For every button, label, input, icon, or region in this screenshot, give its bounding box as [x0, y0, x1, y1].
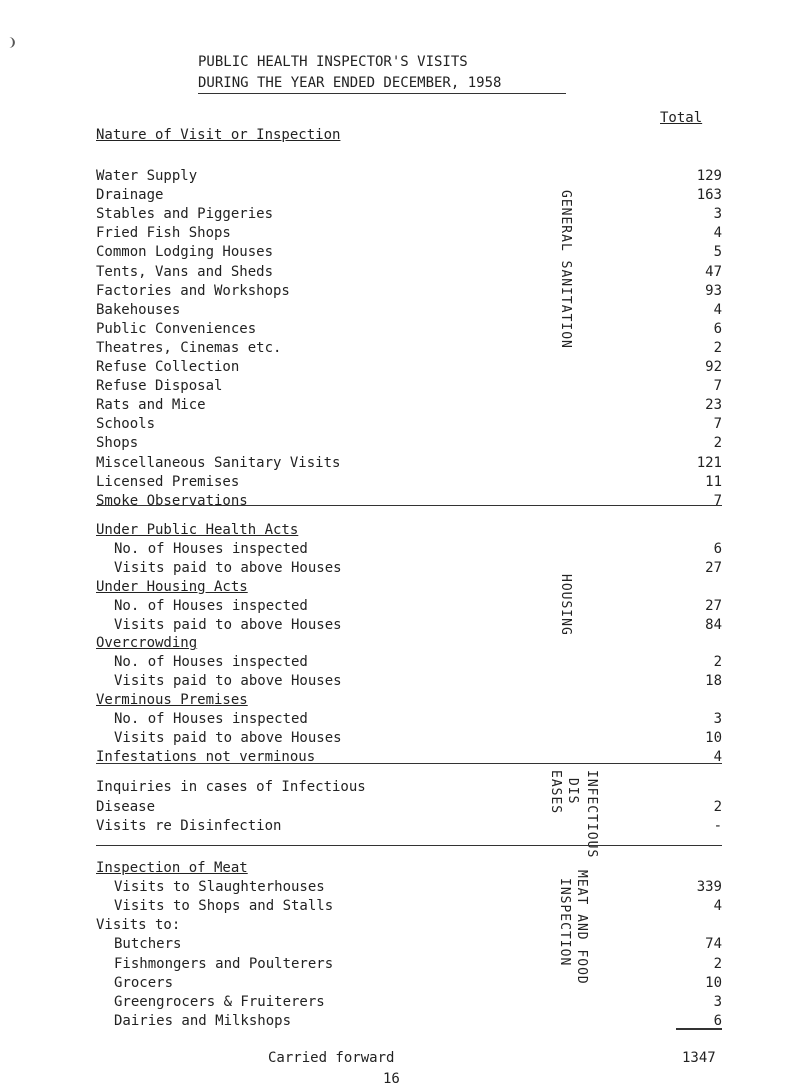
table-row	[96, 397, 722, 417]
row-value: 7	[713, 378, 722, 395]
row-value: 74	[705, 936, 722, 953]
table-row	[96, 541, 722, 561]
row-label: Visits re Disinfection	[96, 818, 282, 834]
table-row	[96, 673, 722, 693]
row-value: 4	[713, 748, 722, 765]
row-value: 129	[696, 168, 722, 184]
table-row	[96, 560, 722, 580]
row-value: 2	[713, 798, 722, 815]
row-label: Dairies and Milkshops	[114, 1012, 292, 1029]
infectious-side-label-dis: DIS	[565, 778, 580, 805]
row-label: Tents, Vans and Sheds	[96, 263, 274, 280]
inspection-side-label: INSPECTION	[557, 878, 572, 967]
row-label: Stables and Piggeries	[96, 206, 274, 223]
row-value: 6	[713, 320, 722, 337]
table-row	[96, 617, 722, 637]
table-row	[96, 799, 722, 819]
row-value: 4	[713, 898, 722, 915]
row-label: Inquiries in cases of Infectious	[96, 779, 366, 795]
row-value: 27	[705, 597, 722, 614]
section-heading: Verminous Premises	[96, 692, 248, 709]
table-row	[96, 359, 722, 379]
infectious-side-label-eases: EASES	[548, 770, 563, 815]
row-label: No. of Houses inspected	[114, 540, 308, 557]
row-value: 2	[713, 435, 722, 452]
table-row	[96, 206, 722, 226]
table-row	[96, 225, 722, 245]
row-label: No. of Houses inspected	[114, 597, 308, 614]
row-label: Fishmongers and Poulterers	[114, 955, 334, 972]
row-value: 11	[705, 473, 722, 490]
row-label: No. of Houses inspected	[114, 711, 308, 727]
table-row	[96, 474, 722, 494]
table-row	[96, 898, 722, 918]
row-label: Greengrocers & Fruiterers	[114, 993, 325, 1010]
table-row	[96, 917, 722, 937]
row-label: Bakehouses	[96, 301, 181, 318]
row-value: -	[713, 818, 722, 834]
row-value: 2	[713, 654, 722, 671]
row-value: 92	[705, 359, 722, 375]
row-label: Refuse Disposal	[96, 378, 223, 395]
row-value: 3	[713, 711, 722, 727]
table-row	[96, 435, 722, 455]
section-heading-row	[96, 522, 722, 542]
title-underline	[198, 93, 566, 94]
row-label: Grocers	[114, 974, 174, 991]
table-row	[96, 779, 722, 799]
table-row	[96, 730, 722, 750]
row-value: 7	[713, 416, 722, 433]
row-value: 2	[713, 339, 722, 356]
row-label: Butchers	[114, 936, 182, 953]
row-label: Visits to Slaughterhouses	[114, 879, 325, 896]
table-row	[96, 340, 722, 360]
row-label: Miscellaneous Sanitary Visits	[96, 454, 341, 471]
housing-side-label: HOUSING	[558, 574, 573, 636]
row-value: 339	[696, 879, 722, 896]
section-heading: Under Public Health Acts	[96, 522, 299, 538]
table-row	[96, 598, 722, 618]
row-label: Rats and Mice	[96, 397, 206, 414]
row-label: Visits paid to above Houses	[114, 673, 342, 690]
table-row	[96, 818, 722, 838]
row-label: Fried Fish Shops	[96, 225, 231, 242]
table-row	[96, 264, 722, 284]
row-value: 3	[713, 993, 722, 1010]
table-row	[96, 936, 722, 956]
total-rule	[676, 1028, 722, 1030]
section-heading: Overcrowding	[96, 635, 198, 652]
row-label: Visits to:	[96, 917, 181, 934]
infectious-side-label: INFECTIOUS	[584, 770, 599, 859]
row-label: Smoke Observations	[96, 492, 248, 509]
row-value: 4	[713, 301, 722, 318]
row-value: 4	[713, 225, 722, 242]
carried-forward-label: Carried forward	[268, 1050, 395, 1066]
divider-1	[96, 505, 722, 506]
row-value: 18	[705, 673, 722, 690]
table-row	[96, 283, 722, 303]
section-heading-row	[96, 579, 722, 599]
table-row	[96, 975, 722, 995]
row-label: Schools	[96, 416, 156, 433]
table-row	[96, 493, 722, 513]
section-heading: Under Housing Acts	[96, 578, 248, 595]
row-value: 7	[713, 492, 722, 509]
row-value: 47	[705, 263, 722, 280]
row-label: Public Conveniences	[96, 320, 257, 337]
table-row	[96, 302, 722, 322]
row-value: 10	[705, 729, 722, 746]
row-value: 27	[705, 559, 722, 576]
row-label: No. of Houses inspected	[114, 654, 308, 671]
row-label: Water Supply	[96, 168, 198, 184]
table-row	[96, 187, 722, 207]
table-row	[96, 168, 722, 188]
row-value: 2	[713, 955, 722, 972]
row-label: Infestations not verminous	[96, 748, 316, 765]
row-value: 121	[696, 454, 722, 471]
row-label: Refuse Collection	[96, 359, 240, 375]
meat-food-side-label: MEAT AND FOOD	[574, 870, 589, 985]
table-row	[96, 654, 722, 674]
row-label: Common Lodging Houses	[96, 244, 274, 261]
divider-2	[96, 763, 722, 764]
carried-forward-value: 1347	[682, 1050, 716, 1066]
table-row	[96, 749, 722, 769]
row-label: Visits paid to above Houses	[114, 559, 342, 576]
row-label: Licensed Premises	[96, 473, 240, 490]
row-value: 23	[705, 397, 722, 414]
table-row	[96, 879, 722, 899]
page-title-line-1: PUBLIC HEALTH INSPECTOR'S VISITS	[198, 54, 468, 70]
row-label: Theatres, Cinemas etc.	[96, 339, 282, 356]
table-row	[96, 321, 722, 341]
row-value: 5	[713, 244, 722, 261]
section-heading-row	[96, 692, 722, 712]
table-row	[96, 416, 722, 436]
page-title-line-2: DURING THE YEAR ENDED DECEMBER, 1958	[198, 75, 502, 91]
row-label: Shops	[96, 435, 139, 452]
row-label: Visits paid to above Houses	[114, 729, 342, 746]
table-row	[96, 956, 722, 976]
row-label: Visits to Shops and Stalls	[114, 898, 334, 915]
row-value: 6	[713, 540, 722, 557]
scan-margin-mark: ❩	[8, 35, 17, 51]
row-label: Disease	[96, 798, 156, 815]
section-heading: Inspection of Meat	[96, 860, 248, 876]
table-row	[96, 244, 722, 264]
row-value: 6	[713, 1012, 722, 1029]
page-number: 16	[383, 1071, 400, 1087]
section-heading-row	[96, 635, 722, 655]
table-row	[96, 455, 722, 475]
nature-column-header: Nature of Visit or Inspection	[96, 127, 341, 143]
row-value: 84	[705, 616, 722, 633]
section-heading-row	[96, 860, 722, 880]
row-label: Visits paid to above Houses	[114, 616, 342, 633]
row-value: 3	[713, 206, 722, 223]
table-row	[96, 378, 722, 398]
divider-3	[96, 845, 722, 846]
table-row	[96, 994, 722, 1014]
table-row	[96, 1013, 722, 1033]
total-column-header: Total	[660, 110, 703, 126]
row-label: Factories and Workshops	[96, 282, 290, 299]
row-value: 10	[705, 974, 722, 991]
general-sanitation-side-label: GENERAL SANITATION	[558, 190, 573, 349]
table-row	[96, 711, 722, 731]
row-value: 93	[705, 282, 722, 299]
row-label: Drainage	[96, 187, 164, 204]
row-value: 163	[696, 187, 722, 204]
